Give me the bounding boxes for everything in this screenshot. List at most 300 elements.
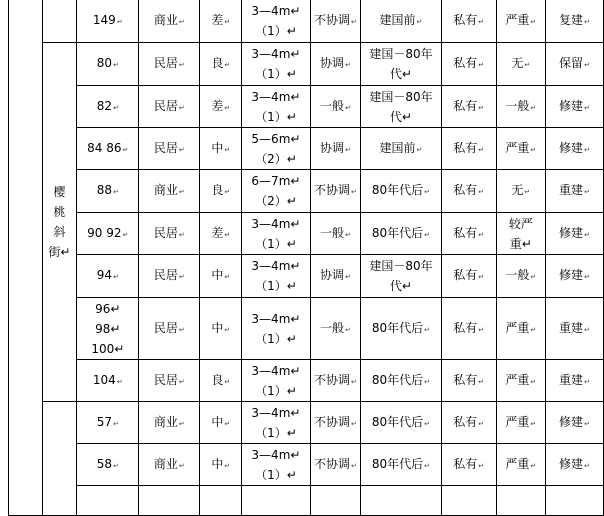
ownership-cell [441,43,496,86]
era-part: 建国－80年 [369,89,433,104]
paragraph-mark: ↵ [178,17,185,26]
cell-text: 差 [211,12,224,27]
height-range: 3—4m↵ [251,405,301,420]
cell-text: 中 [211,456,224,471]
paragraph-mark: ↵ [478,273,485,281]
height-range: 3—4m↵ [251,259,301,273]
use-cell [139,213,200,255]
paragraph-mark: ↵ [350,419,357,428]
harmony-cell [310,43,361,86]
cell-text: 建国前 [379,140,416,155]
cell-text: 88 [96,183,112,197]
paragraph-mark: ↵ [350,188,357,196]
quality-cell [200,298,242,360]
action-cell [545,255,603,298]
table-body [9,0,604,516]
paragraph-mark: ↵ [478,230,485,239]
paragraph-mark: ↵ [113,419,119,428]
damage-cell [496,43,545,86]
era-part: 建国－80年 [369,47,433,61]
action-cell [545,0,603,43]
paragraph-mark: ↵ [224,103,231,112]
harmony-cell [310,170,361,213]
era-cell [361,486,441,516]
cell-text: 商业 [153,12,178,27]
paragraph-mark: ↵ [224,325,231,334]
paragraph-mark: ↵ [478,419,485,428]
cell-text: 私有 [453,320,478,335]
table-row [9,128,604,170]
cell-text: 无 [511,56,524,70]
table-row [9,402,604,444]
use-cell [139,43,200,86]
paragraph-mark: ↵ [584,188,590,196]
harmony-cell [310,402,361,444]
paragraph-mark: ↵ [344,145,351,154]
paragraph-mark: ↵ [478,461,485,470]
paragraph-mark: ↵ [530,377,537,386]
height-cell [242,360,310,402]
era-part: 代↵ [389,109,412,124]
paragraph-mark: ↵ [584,230,590,239]
cell-text: 严重 [505,140,530,155]
height-range: 3—4m↵ [251,89,301,104]
paragraph-mark: ↵ [178,61,185,69]
paragraph-mark: ↵ [178,188,185,196]
action-cell [545,170,603,213]
street-name-cell [42,402,77,516]
cell-text: 一般 [319,320,344,335]
street-name-char: 斜 [53,225,66,239]
use-cell [139,402,200,444]
cell-text: 协调 [319,140,344,155]
house-number-cell [77,402,139,444]
paragraph-mark: ↵ [344,103,351,112]
street-name-cell [42,43,77,402]
paragraph-mark: ↵ [478,61,485,69]
paragraph-mark: ↵ [478,325,485,334]
paragraph-mark: ↵ [113,273,119,281]
paragraph-mark: ↵ [584,17,590,26]
paragraph-mark: ↵ [224,419,231,428]
ownership-cell [441,86,496,128]
ownership-cell [441,128,496,170]
house-number-cell [77,0,139,43]
quality-cell [200,486,242,516]
quality-cell [200,360,242,402]
height-range: 6—7m↵ [251,174,301,188]
height-cell [242,86,310,128]
floor-count: （1）↵ [255,383,297,398]
floor-count: （1）↵ [255,236,297,251]
height-cell [242,213,310,255]
house-number-cell [77,170,139,213]
action-cell [545,213,603,255]
paragraph-mark: ↵ [116,17,123,26]
action-cell [545,444,603,486]
paragraph-mark: ↵ [178,273,185,281]
ownership-cell [441,402,496,444]
table-row [9,444,604,486]
cell-text: 严重 [505,12,530,27]
paragraph-mark: ↵ [224,377,231,386]
paragraph-mark: ↵ [224,61,231,69]
paragraph-mark: ↵ [478,103,485,112]
paragraph-mark: ↵ [224,273,231,281]
cell-text: 重建 [559,320,584,335]
house-number-part: 100↵ [91,341,125,356]
paragraph-mark: ↵ [178,461,185,470]
cell-text: 建国前 [379,12,416,27]
ownership-cell [441,360,496,402]
damage-cell [496,255,545,298]
paragraph-mark: ↵ [478,145,485,154]
cell-text: 修建 [559,98,584,113]
floor-count: （1）↵ [255,23,297,38]
cell-text: 私有 [453,98,478,113]
building-survey-table [8,0,604,516]
era-cell [361,0,441,43]
cell-text: 严重 [505,372,530,387]
cell-text: 58 [96,456,112,471]
table-row [9,86,604,128]
table-row [9,360,604,402]
quality-cell [200,86,242,128]
paragraph-mark: ↵ [224,145,231,154]
damage-part: 重↵ [509,236,532,251]
cell-text: 修建 [559,456,584,471]
floor-count: （2）↵ [255,194,297,208]
era-cell [361,86,441,128]
damage-cell [496,128,545,170]
harmony-cell [310,86,361,128]
paragraph-mark: ↵ [350,17,357,26]
use-cell [139,486,200,516]
use-cell [139,444,200,486]
street-name-cell [42,0,77,43]
cell-text: 私有 [453,12,478,27]
era-cell [361,298,441,360]
paragraph-mark: ↵ [424,230,431,239]
house-number-cell [77,444,139,486]
house-number-cell [77,298,139,360]
height-range: 3—4m↵ [251,311,301,326]
paragraph-mark: ↵ [584,419,590,428]
damage-cell [496,486,545,516]
cell-text: 一般 [505,98,530,113]
paragraph-mark: ↵ [478,17,485,26]
cell-text: 80年代后 [371,456,424,471]
quality-cell [200,444,242,486]
cell-text: 商业 [153,414,178,429]
damage-cell [496,298,545,360]
cell-text: 良 [211,372,224,387]
table-row [9,43,604,86]
cell-text: 57 [96,414,112,429]
cell-text: 重建 [559,183,584,197]
era-cell [361,402,441,444]
era-part: 建国－80年 [369,259,433,273]
cell-text: 复建 [559,12,584,27]
era-cell [361,444,441,486]
damage-cell [496,86,545,128]
cell-text: 不协调 [313,372,350,387]
use-cell [139,128,200,170]
house-number-cell [77,213,139,255]
paragraph-mark: ↵ [350,377,357,386]
quality-cell [200,402,242,444]
cell-text: 中 [211,140,224,155]
damage-cell [496,360,545,402]
paragraph-mark: ↵ [344,325,351,334]
paragraph-mark: ↵ [113,188,119,196]
harmony-cell [310,444,361,486]
cell-text: 私有 [453,456,478,471]
cell-text: 修建 [559,140,584,155]
house-number-cell [77,43,139,86]
ownership-cell [441,255,496,298]
cell-text: 修建 [559,414,584,429]
table-row [9,0,604,43]
harmony-cell [310,255,361,298]
cell-text: 中 [211,268,224,282]
paragraph-mark: ↵ [584,145,590,154]
cell-text: 一般 [319,225,344,240]
paragraph-mark: ↵ [344,273,351,281]
paragraph-mark: ↵ [524,188,531,196]
paragraph-mark: ↵ [530,461,537,470]
harmony-cell [310,486,361,516]
paragraph-mark: ↵ [584,461,590,470]
paragraph-mark: ↵ [584,61,590,69]
house-number-cell [77,86,139,128]
cell-text: 不协调 [313,414,350,429]
cell-text: 修建 [559,268,584,282]
era-cell [361,128,441,170]
height-cell [242,128,310,170]
ownership-cell [441,444,496,486]
cell-text: 协调 [319,268,344,282]
cell-text: 一般 [319,98,344,113]
cell-text: 私有 [453,56,478,70]
section-column [9,0,43,516]
paragraph-mark: ↵ [424,377,431,386]
street-name-char: 樱 [53,185,66,199]
era-cell [361,255,441,298]
paragraph-mark: ↵ [178,419,185,428]
damage-cell [496,402,545,444]
cell-text: 私有 [453,268,478,282]
action-cell [545,402,603,444]
ownership-cell [441,0,496,43]
paragraph-mark: ↵ [530,145,537,154]
house-number-cell [77,486,139,516]
paragraph-mark: ↵ [224,230,231,239]
height-range: 3—4m↵ [251,447,301,462]
cell-text: 民居 [153,372,178,387]
cell-text: 良 [211,183,224,197]
cell-text: 80年代后 [371,414,424,429]
height-cell [242,402,310,444]
quality-cell [200,213,242,255]
ownership-cell [441,170,496,213]
height-range: 3—4m↵ [251,3,301,18]
paragraph-mark: ↵ [178,103,185,112]
house-number-part: 96↵ [95,301,121,316]
height-cell [242,0,310,43]
floor-count: （1）↵ [255,109,297,124]
cell-text: 一般 [505,268,530,282]
paragraph-mark: ↵ [416,145,423,154]
era-cell [361,43,441,86]
floor-count: （1）↵ [255,425,297,440]
paragraph-mark: ↵ [424,188,431,196]
cell-text: 民居 [153,320,178,335]
cell-text: 良 [211,56,224,70]
cell-text: 商业 [153,456,178,471]
cell-text: 80 [96,56,112,70]
paragraph-mark: ↵ [350,461,357,470]
cell-text: 80年代后 [371,320,424,335]
cell-text: 94 [96,268,112,282]
floor-count: （1）↵ [255,67,297,81]
height-cell [242,444,310,486]
house-number-cell [77,128,139,170]
paragraph-mark: ↵ [424,419,431,428]
cell-text: 民居 [153,56,178,70]
height-cell [242,170,310,213]
use-cell [139,86,200,128]
cell-text: 90 92 [87,225,122,240]
damage-cell [496,170,545,213]
cell-text: 重建 [559,372,584,387]
paragraph-mark: ↵ [530,103,537,112]
height-range: 3—4m↵ [251,47,301,61]
era-part: 代↵ [389,279,412,293]
paragraph-mark: ↵ [224,17,231,26]
paragraph-mark: ↵ [113,461,119,470]
paragraph-mark: ↵ [584,325,590,334]
paragraph-mark: ↵ [344,230,351,239]
cell-text: 84 86 [87,140,122,155]
cell-text: 修建 [559,225,584,240]
cell-text: 严重 [505,320,530,335]
cell-text: 私有 [453,183,478,197]
paragraph-mark: ↵ [224,188,231,196]
paragraph-mark: ↵ [178,230,185,239]
cell-text: 民居 [153,98,178,113]
street-name-char: 桃 [53,205,66,219]
height-range: 3—4m↵ [251,363,301,378]
cell-text: 民居 [153,225,178,240]
paragraph-mark: ↵ [424,325,431,334]
cell-text: 104 [92,372,116,387]
harmony-cell [310,360,361,402]
cell-text: 民居 [153,140,178,155]
table-row [9,298,604,360]
damage-cell [496,0,545,43]
paragraph-mark: ↵ [524,61,531,69]
cell-text: 私有 [453,140,478,155]
quality-cell [200,128,242,170]
cell-text: 保留 [559,56,584,70]
action-cell [545,360,603,402]
height-cell [242,486,310,516]
quality-cell [200,0,242,43]
floor-count: （1）↵ [255,279,297,293]
quality-cell [200,43,242,86]
paragraph-mark: ↵ [344,61,351,69]
cell-text: 149 [92,12,116,27]
cell-text: 严重 [505,414,530,429]
paragraph-mark: ↵ [178,325,185,334]
table-row [9,213,604,255]
paragraph-mark: ↵ [530,273,537,281]
paragraph-mark: ↵ [178,145,185,154]
action-cell [545,486,603,516]
house-number-cell [77,255,139,298]
cell-text: 80年代后 [371,183,424,197]
paragraph-mark: ↵ [530,17,537,26]
cell-text: 80年代后 [371,372,424,387]
damage-cell [496,444,545,486]
cell-text: 协调 [319,56,344,70]
height-cell [242,298,310,360]
action-cell [545,86,603,128]
paragraph-mark: ↵ [478,188,485,196]
paragraph-mark: ↵ [122,230,129,239]
height-cell [242,43,310,86]
cell-text: 80年代后 [371,225,424,240]
paragraph-mark: ↵ [416,17,423,26]
height-range: 5—6m↵ [251,131,301,146]
cell-text: 差 [211,98,224,113]
cell-text: 差 [211,225,224,240]
paragraph-mark: ↵ [116,377,123,386]
paragraph-mark: ↵ [178,377,185,386]
cell-text: 商业 [153,183,178,197]
floor-count: （2）↵ [255,151,297,166]
paragraph-mark: ↵ [224,461,231,470]
harmony-cell [310,0,361,43]
cell-text: 82 [96,98,112,113]
use-cell [139,0,200,43]
height-cell [242,255,310,298]
paragraph-mark: ↵ [584,103,590,112]
paragraph-mark: ↵ [113,103,119,112]
paragraph-mark: ↵ [478,377,485,386]
damage-cell [496,213,545,255]
paragraph-mark: ↵ [584,377,590,386]
cell-text: 私有 [453,414,478,429]
ownership-cell [441,486,496,516]
action-cell [545,43,603,86]
use-cell [139,170,200,213]
harmony-cell [310,298,361,360]
use-cell [139,255,200,298]
ownership-cell [441,213,496,255]
era-cell [361,213,441,255]
paragraph-mark: ↵ [122,145,129,154]
table-row [9,170,604,213]
use-cell [139,360,200,402]
cell-text: 私有 [453,372,478,387]
harmony-cell [310,213,361,255]
street-name-char: 街↵ [48,245,71,259]
cell-text: 不协调 [313,12,350,27]
cell-text: 无 [511,183,524,197]
era-part: 代↵ [389,67,412,81]
